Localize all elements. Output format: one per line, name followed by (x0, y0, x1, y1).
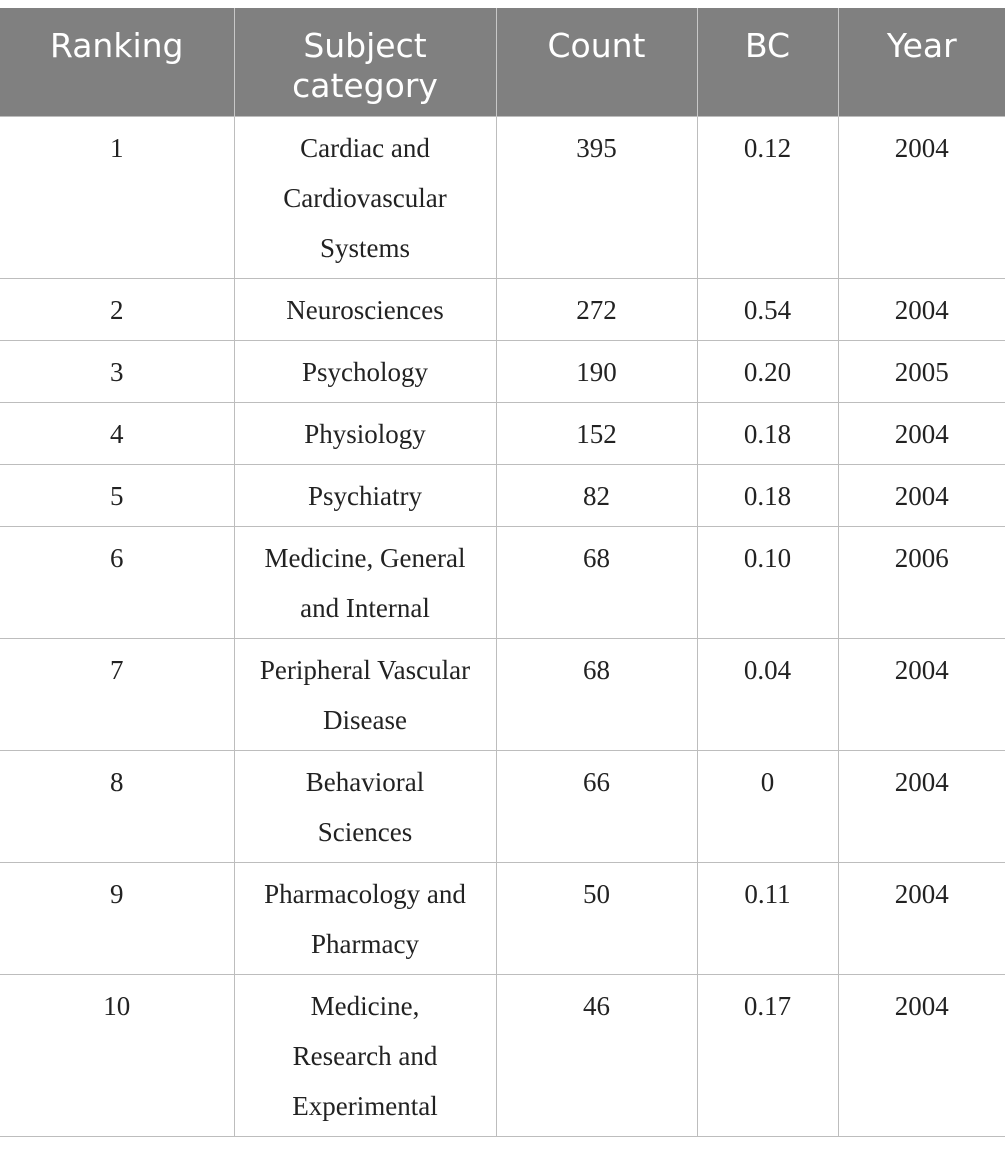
header-bc: BC (697, 8, 838, 117)
cell-count: 82 (496, 465, 697, 527)
cell-count: 68 (496, 639, 697, 751)
cell-bc: 0.18 (697, 465, 838, 527)
cell-bc: 0.04 (697, 639, 838, 751)
table-row (0, 117, 1005, 279)
cell-bc: 0 (697, 751, 838, 863)
header-count: Count (496, 8, 697, 117)
cell-year: 2004 (838, 975, 1005, 1137)
cell-year: 2004 (838, 751, 1005, 863)
cell-year: 2004 (838, 403, 1005, 465)
table-row (0, 751, 1005, 863)
table-row (0, 639, 1005, 751)
table-row (0, 279, 1005, 341)
cell-ranking: 8 (0, 751, 234, 863)
cell-count: 190 (496, 341, 697, 403)
subject-category-table (0, 8, 1005, 1137)
cell-subject-category: Neurosciences (234, 279, 496, 341)
cell-bc: 0.54 (697, 279, 838, 341)
cell-ranking: 10 (0, 975, 234, 1137)
cell-bc: 0.11 (697, 863, 838, 975)
cell-count: 152 (496, 403, 697, 465)
table-header (0, 8, 1005, 117)
cell-year: 2005 (838, 341, 1005, 403)
table-row (0, 863, 1005, 975)
cell-year: 2004 (838, 117, 1005, 279)
cell-ranking: 9 (0, 863, 234, 975)
cell-count: 395 (496, 117, 697, 279)
table-row (0, 341, 1005, 403)
cell-subject-category: Behavioral Sciences (234, 751, 496, 863)
cell-count: 68 (496, 527, 697, 639)
cell-count: 46 (496, 975, 697, 1137)
table-row (0, 403, 1005, 465)
cell-subject-category: Physiology (234, 403, 496, 465)
cell-subject-category: Psychiatry (234, 465, 496, 527)
cell-count: 50 (496, 863, 697, 975)
cell-subject-category: Psychology (234, 341, 496, 403)
cell-count: 272 (496, 279, 697, 341)
cell-bc: 0.12 (697, 117, 838, 279)
cell-subject-category: Pharmacology and Pharmacy (234, 863, 496, 975)
cell-ranking: 5 (0, 465, 234, 527)
table-row (0, 527, 1005, 639)
table-row (0, 975, 1005, 1137)
cell-year: 2004 (838, 863, 1005, 975)
cell-subject-category: Medicine, Research and Experimental (234, 975, 496, 1137)
cell-ranking: 6 (0, 527, 234, 639)
header-row (0, 8, 1005, 117)
header-year: Year (838, 8, 1005, 117)
cell-ranking: 7 (0, 639, 234, 751)
cell-ranking: 1 (0, 117, 234, 279)
header-subject-category: Subject category (234, 8, 496, 117)
cell-subject-category: Cardiac and Cardiovascular Systems (234, 117, 496, 279)
cell-ranking: 4 (0, 403, 234, 465)
cell-bc: 0.20 (697, 341, 838, 403)
table-body (0, 117, 1005, 1137)
cell-year: 2004 (838, 465, 1005, 527)
cell-year: 2004 (838, 279, 1005, 341)
cell-bc: 0.18 (697, 403, 838, 465)
header-ranking: Ranking (0, 8, 234, 117)
cell-bc: 0.10 (697, 527, 838, 639)
cell-ranking: 2 (0, 279, 234, 341)
cell-year: 2006 (838, 527, 1005, 639)
cell-count: 66 (496, 751, 697, 863)
cell-ranking: 3 (0, 341, 234, 403)
cell-year: 2004 (838, 639, 1005, 751)
cell-bc: 0.17 (697, 975, 838, 1137)
cell-subject-category: Peripheral Vascular Disease (234, 639, 496, 751)
cell-subject-category: Medicine, General and Internal (234, 527, 496, 639)
table-row (0, 465, 1005, 527)
